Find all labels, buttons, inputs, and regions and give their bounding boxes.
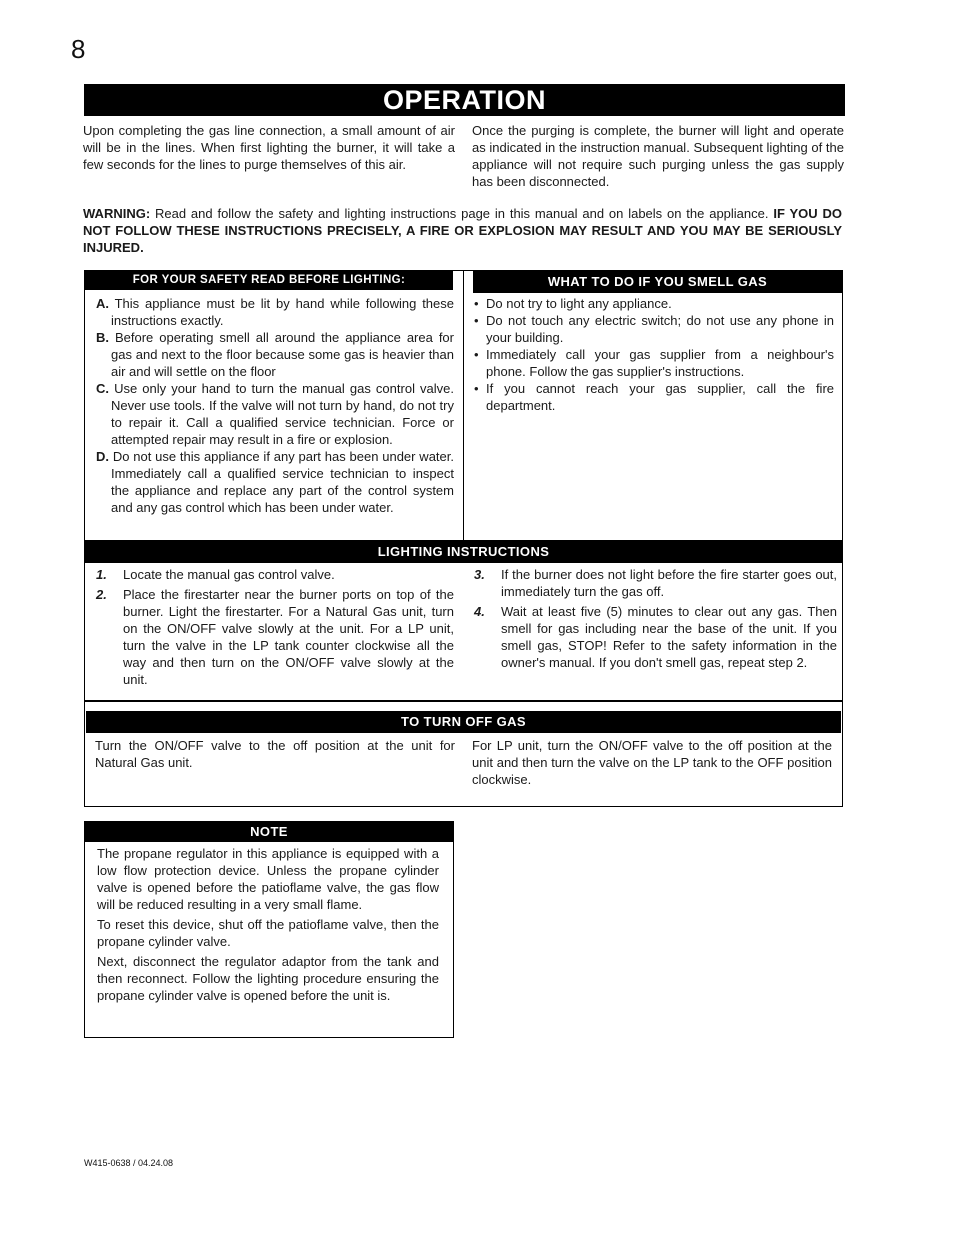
item-text: Do not touch any electric switch; do not use any phone in your building. xyxy=(486,313,834,345)
note-body xyxy=(97,845,439,1007)
turn-off-lp-text: For LP unit, turn the ON/OFF valve to the off position at the unit and then turn the valve on the LP tank to the OFF position clockwise. xyxy=(472,738,832,787)
item-text: Do not use this appliance if any part has been under water. Immediately call a qualified service technician to inspect the appliance and replace any part of the control system and any gas control which has been under water. xyxy=(109,449,454,515)
step-number: 4. xyxy=(474,604,485,619)
turn-off-natural-gas-text: Turn the ON/OFF valve to the off position at the unit for Natural Gas unit. xyxy=(95,738,455,770)
lighting-steps-left xyxy=(96,566,454,691)
list-item xyxy=(472,312,834,346)
smell-gas-heading: WHAT TO DO IF YOU SMELL GAS xyxy=(473,271,842,293)
step-number: 1. xyxy=(96,567,107,582)
step-text: Locate the manual gas control valve. xyxy=(123,567,335,582)
warning-emphasis: IF YOU DO NOT FOLLOW THESE INSTRUCTIONS PRECISELY, A FIRE OR EXPLOSION MAY RESULT AND YOU MAY BE SERIOUSLY INJURED. xyxy=(83,206,842,255)
item-letter: A. xyxy=(96,296,109,311)
item-text: Use only your hand to turn the manual gas control valve. Never use tools. If the valve will not turn by hand, do not try to repair it. Call a qualified service technician. Force or attempted repair may result in a fire or explosion. xyxy=(109,381,454,447)
step-number: 2. xyxy=(96,587,107,602)
safety-column-divider xyxy=(463,270,464,540)
list-item xyxy=(96,586,454,688)
bullet-icon: • xyxy=(474,313,479,328)
bullet-icon: • xyxy=(474,381,479,396)
safety-list xyxy=(96,295,454,516)
smell-gas-list xyxy=(472,295,834,414)
item-text: This appliance must be lit by hand while following these instructions exactly. xyxy=(109,296,454,328)
page-number: 8 xyxy=(71,34,86,64)
item-letter: B. xyxy=(96,330,109,345)
lighting-heading: LIGHTING INSTRUCTIONS xyxy=(85,541,842,563)
note-paragraph: To reset this device, shut off the patioflame valve, then the propane cylinder valve. xyxy=(97,917,439,949)
step-text: Wait at least five (5) minutes to clear out any gas. Then smell for gas including near the base of the unit. If you smell gas, STOP! Refer to the safety information in the owner's manual. If you don't smell gas, repeat step 2. xyxy=(501,604,837,670)
list-item xyxy=(474,603,837,671)
list-item xyxy=(472,380,834,414)
list-item xyxy=(472,346,834,380)
item-text: Before operating smell all around the appliance area for gas and next to the floor because some gas is heavier than air and will settle on the floor xyxy=(109,330,454,379)
document-code: W415-0638 / 04.24.08 xyxy=(84,1158,174,1168)
item-letter: C. xyxy=(96,381,109,396)
step-number: 3. xyxy=(474,567,485,582)
list-item xyxy=(96,295,454,329)
item-text: Do not try to light any appliance. xyxy=(486,296,672,311)
warning-paragraph xyxy=(83,205,842,256)
warning-label: WARNING: xyxy=(83,206,151,221)
list-item xyxy=(96,329,454,380)
bullet-icon: • xyxy=(474,296,479,311)
page-title: OPERATION xyxy=(84,84,845,116)
intro-paragraph-left: Upon completing the gas line connection, a small amount of air will be in the lines. When first lighting the burner, it will take a few seconds for the lines to purge themselves of this air. xyxy=(83,123,455,172)
item-letter: D. xyxy=(96,449,109,464)
list-item xyxy=(474,566,837,600)
note-paragraph: Next, disconnect the regulator adaptor from the tank and then reconnect. Follow the lighting procedure ensuring the propane cylinder valve is opened before the unit is. xyxy=(97,954,439,1003)
bullet-icon: • xyxy=(474,347,479,362)
turn-off-heading: TO TURN OFF GAS xyxy=(86,711,841,733)
item-text: Immediately call your gas supplier from a neighbour's phone. Follow the gas supplier's instructions. xyxy=(486,347,834,379)
list-item xyxy=(96,566,454,583)
note-heading: NOTE xyxy=(85,822,453,842)
step-text: Place the firestarter near the burner ports on top of the burner. Light the firestarter. For a Natural Gas unit, turn on the ON/OFF valve slowly at the unit. For a LP unit, turn the valve in the LP tank counter clockwise all the way and then turn on the ON/OFF valve slowly at the unit. xyxy=(123,587,454,687)
list-item xyxy=(472,295,834,312)
intro-paragraph-right: Once the purging is complete, the burner will light and operate as indicated in the instruction manual. Subsequent lighting of the appliance will not require such purging unless the gas supply has been disconnected. xyxy=(472,123,844,189)
safety-heading: FOR YOUR SAFETY READ BEFORE LIGHTING: xyxy=(85,271,453,290)
note-paragraph: The propane regulator in this appliance is equipped with a low flow protection device. Unless the propane cylinder valve is opened before the patioflame valve, the gas flow will be reduced resulting in a very small flame. xyxy=(97,846,439,912)
list-item xyxy=(96,448,454,516)
step-text: If the burner does not light before the fire starter goes out, immediately turn the gas off. xyxy=(501,567,837,599)
list-item xyxy=(96,380,454,448)
lighting-steps-right xyxy=(474,566,837,674)
item-text: If you cannot reach your gas supplier, call the fire department. xyxy=(486,381,834,413)
warning-text: Read and follow the safety and lighting instructions page in this manual and on labels on the appliance. xyxy=(150,206,774,221)
